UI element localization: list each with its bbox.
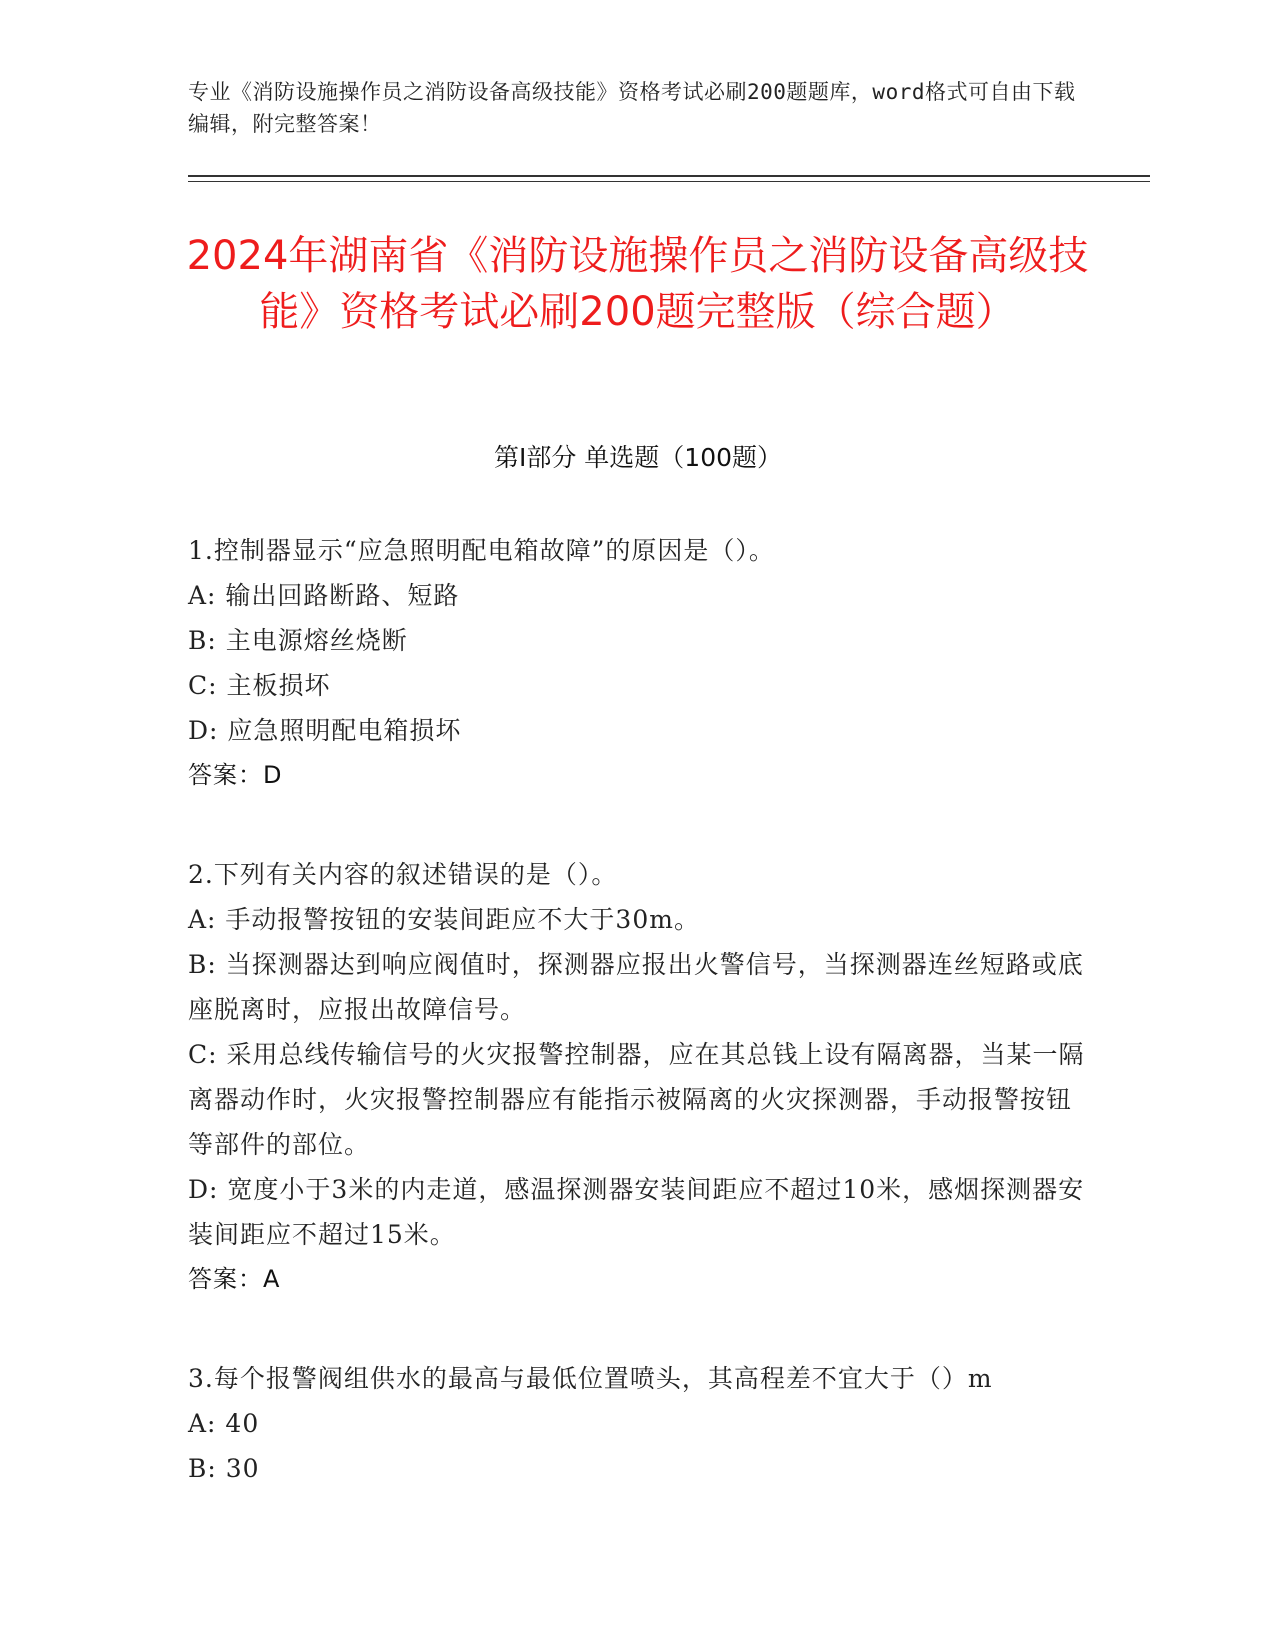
option-a: A: 40 [188,1409,260,1438]
option-a: A: 手动报警按钮的安装间距应不大于30m。 [188,905,700,934]
section-title: 第I部分 单选题（100题） [493,443,783,472]
question-stem: 2.下列有关内容的叙述错误的是（）。 [188,860,618,889]
option-a: A: 输出回路断路、短路 [188,581,460,610]
option-b: B: 30 [188,1454,260,1483]
document-title: 2024年湖南省《消防设施操作员之消防设备高级技能》资格考试必刷200题完整版（综合题） [186,233,1089,335]
option-d: D: 宽度小于3米的内走道，感温探测器安装间距应不超过10米，感烟探测器安装间距应不超过15米。 [188,1175,1085,1249]
question-stem: 1.控制器显示“应急照明配电箱故障”的原因是（）。 [188,536,775,565]
option-c: C: 主板损坏 [188,671,331,700]
option-c: C: 采用总线传输信号的火灾报警控制器，应在其总钱上设有隔离器，当某一隔离器动作时，火灾报警控制器应有能指示被隔离的火灾探测器，手动报警按钮等部件的部位。 [188,1040,1085,1159]
answer-line: 答案：A [188,1265,281,1293]
option-b: B: 主电源熔丝烧断 [188,626,408,655]
question-1 [188,528,1088,798]
question-stem: 3.每个报警阀组供水的最高与最低位置喷头，其高程差不宜大于（）m [188,1364,993,1393]
header-rule-thin [188,181,1150,182]
header-note: 专业《消防设施操作员之消防设备高级技能》资格考试必刷200题题库，word格式可自由下载编辑，附完整答案！ [188,80,1076,136]
question-2 [188,852,1088,1302]
option-b: B: 当探测器达到响应阀值时，探测器应报出火警信号，当探测器连丝短路或底座脱离时，应报出故障信号。 [188,950,1084,1024]
option-d: D: 应急照明配电箱损坏 [188,716,462,745]
answer-line: 答案：D [188,761,283,789]
question-3 [188,1356,1088,1491]
header-rule-thick [188,175,1150,177]
question-list [188,528,1088,1545]
